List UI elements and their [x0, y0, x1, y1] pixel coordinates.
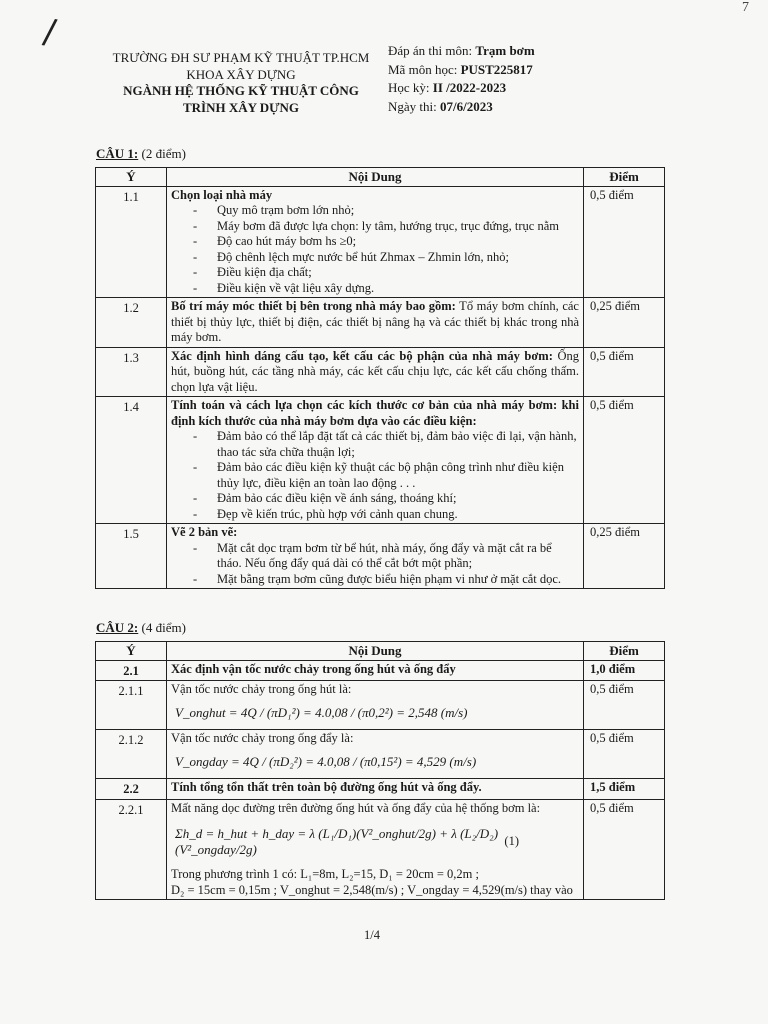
semester-label: Học kỳ:	[388, 80, 433, 95]
exam-info	[388, 42, 668, 116]
row-index: 1.1	[96, 186, 167, 298]
exam-subject-value: Trạm bơm	[475, 43, 535, 58]
exam-subject	[388, 42, 668, 61]
row-index: 1.2	[96, 298, 167, 348]
row-score: 0,5 điểm	[584, 799, 665, 900]
col-y-header: Ý	[96, 642, 167, 661]
question-2-table	[95, 641, 665, 900]
row-index: 1.3	[96, 347, 167, 397]
table-row	[96, 730, 665, 779]
row-text: Vận tốc nước chảy trong ống đẩy là:	[171, 731, 354, 745]
row-content	[167, 347, 584, 397]
row-title: Xác định hình dáng cấu tạo, kết cấu các bộ phận của nhà máy bơm:	[171, 348, 553, 363]
row-score: 0,5 điểm	[584, 397, 665, 524]
row-content	[167, 186, 584, 298]
row-score: 0,5 điểm	[584, 730, 665, 779]
row-list	[171, 429, 579, 522]
row-title: Tính tổng tổn thất trên toàn bộ đường ống hút và ống đẩy.	[167, 779, 584, 800]
question-1-label: CÂU 1:	[96, 146, 139, 161]
exam-subject-label: Đáp án thi môn:	[388, 43, 476, 58]
col-y-header: Ý	[96, 168, 167, 187]
handwritten-slash: /	[40, 11, 59, 53]
row-index: 2.1.2	[96, 730, 167, 779]
row-text: Ống hút, buồng hút, các tầng nhà máy, các kết cấu chịu lực, các kết cấu chống thấm. chọn lựa vật liệu.	[171, 348, 579, 394]
table-row	[96, 524, 665, 589]
row-content	[167, 681, 584, 730]
table-row	[96, 397, 665, 524]
row-content	[167, 799, 584, 900]
question-1-table	[95, 167, 665, 589]
list-item: - Điều kiện địa chất;	[193, 265, 579, 281]
col-content-header: Nội Dung	[167, 642, 584, 661]
row-title: Chọn loại nhà máy	[171, 187, 273, 202]
course-code	[388, 61, 668, 80]
school-name: TRƯỜNG ĐH SƯ PHẠM KỸ THUẬT TP.HCM	[112, 50, 370, 65]
list-item: - Đẹp về kiến trúc, phù hợp với cảnh quan chung.	[193, 507, 579, 523]
major-line-2: TRÌNH XÂY DỰNG	[182, 99, 300, 115]
list-item: - Mặt bằng trạm bơm cũng được biểu hiện phạm vi như ở mặt cắt dọc.	[193, 572, 579, 588]
list-item: - Đảm bảo có thể lắp đặt tất cả các thiết bị, đảm bảo việc đi lại, vận hành, thao tác sửa chữa thuận lợi;	[193, 429, 579, 460]
table-row	[96, 799, 665, 900]
semester-value: II /2022-2023	[432, 80, 507, 95]
table-header-row	[96, 642, 665, 661]
exam-date-label: Ngày thi:	[388, 98, 440, 114]
list-item: - Độ cao hút máy bơm hs ≥0;	[193, 234, 579, 250]
institution-header	[96, 50, 386, 116]
row-content	[167, 397, 584, 524]
row-score: 0,5 điểm	[584, 681, 665, 730]
row-score: 0,5 điểm	[584, 186, 665, 298]
major-line-1: NGÀNH HỆ THỐNG KỸ THUẬT CÔNG	[123, 83, 359, 98]
list-item: - Mặt cắt dọc trạm bơm từ bể hút, nhà máy, ống đẩy và mặt cắt ra bể tháo. Nếu ống đẩy quá dài có thể cắt bớt một phần;	[193, 541, 579, 572]
row-list	[171, 541, 579, 588]
row-content	[167, 730, 584, 779]
equation-number: (1)	[504, 833, 519, 848]
row-title: Xác định vận tốc nước chảy trong ống hút và ống đẩy	[167, 660, 584, 681]
col-score-header: Điểm	[584, 642, 665, 661]
semester	[388, 79, 668, 98]
handwritten-mark: 7	[742, 0, 749, 15]
row-index: 2.2	[96, 779, 167, 800]
row-title: Vẽ 2 bản vẽ:	[171, 525, 238, 539]
row-index: 1.4	[96, 397, 167, 524]
row-text: Tổ máy bơm chính, các thiết bị thủy lực, thiết bị điện, các thiết bị nâng hạ và các thiết bị khác trong nhà máy bơm.	[171, 299, 579, 344]
course-code-label: Mã môn học:	[388, 61, 461, 77]
row-score: 0,25 điểm	[584, 524, 665, 589]
exam-date-value: 07/6/2023	[440, 98, 493, 114]
list-item: - Quy mô trạm bơm lớn nhỏ;	[193, 203, 579, 219]
list-item: - Độ chênh lệch mực nước bể hút Zhmax – Zhmin lớn, nhỏ;	[193, 250, 579, 266]
row-index: 2.2.1	[96, 799, 167, 900]
table-row	[96, 347, 665, 397]
course-code-value: PUST225817	[460, 61, 533, 77]
row-score: 1,0 điểm	[584, 660, 665, 681]
page-number: 1/4	[364, 928, 380, 942]
row-text: Mất năng dọc đường trên đường ống hút và ống đẩy của hệ thống bơm là:	[171, 800, 541, 815]
table-row	[96, 681, 665, 730]
row-list	[171, 203, 579, 296]
table-row	[96, 660, 665, 681]
row-index: 2.1.1	[96, 681, 167, 730]
parameters-line-2: D₂ = 15cm = 0,15m ; V_onghut = 2,548(m/s) ; V_ongday = 4,529(m/s) thay vào	[171, 882, 573, 897]
row-content	[167, 298, 584, 348]
row-score: 1,5 điểm	[584, 779, 665, 800]
velocity-formula: V_ongday = 4Q / (πD₂²) = 4.0,08 / (π0,15²) = 4,529 (m/s)	[175, 753, 477, 769]
headloss-formula: Σh_d = h_hut + h_day = λ (L₁/D₁)(V²_onghut/2g) + λ (L₂/D₂)(V²_ongday/2g)	[175, 826, 499, 857]
row-score: 0,25 điểm	[584, 298, 665, 348]
table-row	[96, 779, 665, 800]
question-1-heading	[96, 146, 186, 162]
row-title: Tính toán và cách lựa chọn các kích thước cơ bản của nhà máy bơm: khi định kích thước của nhà máy bơm dựa vào các điều kiện:	[171, 398, 579, 428]
col-score-header: Điểm	[584, 168, 665, 187]
list-item: - Đảm bảo các điều kiện về ánh sáng, thoáng khí;	[193, 491, 579, 507]
list-item: - Đảm bảo các điều kiện kỹ thuật các bộ phận công trình như điều kiện thủy lực, điều kiện an toàn lao động . . .	[193, 460, 579, 491]
row-content	[167, 524, 584, 589]
row-index: 2.1	[96, 660, 167, 681]
list-item: - Điều kiện về vật liệu xây dựng.	[193, 281, 579, 297]
row-score: 0,5 điểm	[584, 347, 665, 397]
row-title: Bố trí máy móc thiết bị bên trong nhà máy bao gồm:	[171, 299, 456, 313]
col-content-header: Nội Dung	[167, 168, 584, 187]
parameters-line-1: Trong phương trình 1 có: L₁=8m, L₂=15, D₁ = 20cm = 0,2m ;	[171, 867, 480, 881]
row-index: 1.5	[96, 524, 167, 589]
question-2-heading	[96, 620, 186, 636]
question-2-points: (4 điểm)	[138, 620, 186, 635]
question-1-points: (2 điểm)	[138, 146, 186, 161]
faculty-name: KHOA XÂY DỰNG	[186, 66, 296, 82]
question-2-label: CÂU 2:	[96, 620, 139, 635]
table-row	[96, 298, 665, 348]
row-text: Vận tốc nước chảy trong ống hút là:	[171, 682, 352, 696]
table-header-row	[96, 168, 665, 187]
headloss-formula-line	[171, 816, 579, 867]
exam-date	[388, 98, 668, 117]
velocity-formula: V_onghut = 4Q / (πD₁²) = 4.0,08 / (π0,2²) = 2,548 (m/s)	[175, 704, 468, 720]
list-item: - Máy bơm đã được lựa chọn: ly tâm, hướng trục, trục đứng, trục nằm	[193, 219, 579, 235]
table-row	[96, 186, 665, 298]
